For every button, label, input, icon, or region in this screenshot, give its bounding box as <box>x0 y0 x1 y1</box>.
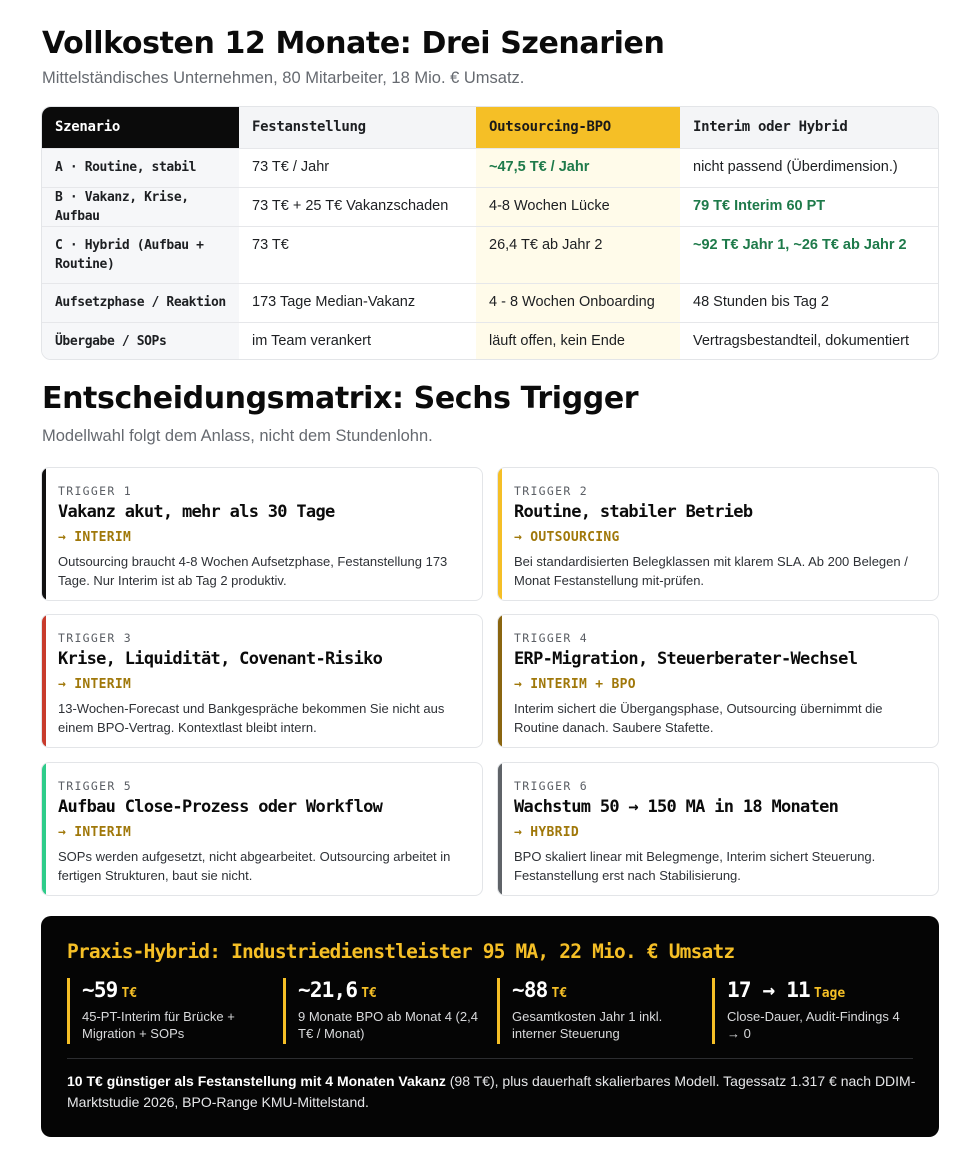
table-header-row <box>42 107 938 148</box>
trigger-card <box>497 762 939 896</box>
column-header-outsourcing: Outsourcing-BPO <box>476 107 680 148</box>
trigger-recommendation: → HYBRID <box>514 825 580 840</box>
stat-description: 45-PT-Interim für Brücke + Migration + SOPs <box>82 1009 235 1041</box>
table-row <box>42 283 938 322</box>
trigger-recommendation: → OUTSOURCING <box>514 530 620 545</box>
accent-bar <box>498 763 502 895</box>
case-stat <box>712 978 912 1044</box>
trigger-card <box>497 467 939 601</box>
table-cell: 4 - 8 Wochen Onboarding <box>476 283 680 322</box>
table-row <box>42 322 938 360</box>
trigger-recommendation: → INTERIM <box>58 825 132 840</box>
trigger-description: Outsourcing braucht 4-8 Wochen Aufsetzphase, Festanstellung 173 Tage. Nur Interim ist ab Tag 2 produktiv. <box>58 554 448 588</box>
trigger-number: TRIGGER 2 <box>514 484 589 498</box>
table-cell: 4-8 Wochen Lücke <box>476 187 680 226</box>
trigger-number: TRIGGER 6 <box>514 779 589 793</box>
row-label: A · Routine, stabil <box>42 148 239 187</box>
stat-value: 17 → 11 <box>727 978 810 1002</box>
case-stat <box>283 978 483 1044</box>
trigger-card <box>41 762 483 896</box>
cost-comparison-table <box>41 106 939 360</box>
stat-value: ~59 <box>82 978 118 1002</box>
stat-description: Close-Dauer, Audit-Findings 4 → 0 <box>727 1009 900 1041</box>
table-cell: 79 T€ Interim 60 PT <box>680 187 938 226</box>
row-label: Aufsetzphase / Reaktion <box>42 283 239 322</box>
table-row <box>42 226 938 283</box>
column-header-employment: Festanstellung <box>239 107 476 148</box>
stat-description: 9 Monate BPO ab Monat 4 (2,4 T€ / Monat) <box>298 1009 478 1041</box>
table-cell: 73 T€ + 25 T€ Vakanzschaden <box>239 187 476 226</box>
accent-bar <box>42 763 46 895</box>
table-cell: Vertragsbestandteil, dokumentiert <box>680 322 938 360</box>
case-summary-highlight: 10 T€ günstiger als Festanstellung mit 4 Monaten Vakanz <box>67 1073 446 1089</box>
section-subtitle-matrix: Modellwahl folgt dem Anlass, nicht dem Stundenlohn. <box>42 427 433 445</box>
table-cell: 173 Tage Median-Vakanz <box>239 283 476 322</box>
stat-unit: T€ <box>551 986 568 1001</box>
trigger-description: BPO skaliert linear mit Belegmenge, Interim sichert Steuerung. Festanstellung erst nach Stabilisierung. <box>514 849 876 883</box>
table-row <box>42 148 938 187</box>
table-cell: 73 T€ / Jahr <box>239 148 476 187</box>
case-stat <box>67 978 267 1044</box>
trigger-number: TRIGGER 5 <box>58 779 133 793</box>
trigger-title: Aufbau Close-Prozess oder Workflow <box>58 797 383 817</box>
trigger-title: Wachstum 50 → 150 MA in 18 Monaten <box>514 797 839 817</box>
section-subtitle-costs: Mittelständisches Unternehmen, 80 Mitarbeiter, 18 Mio. € Umsatz. <box>42 69 525 87</box>
trigger-card <box>41 467 483 601</box>
section-title-matrix: Entscheidungsmatrix: Sechs Trigger <box>42 381 639 416</box>
accent-bar <box>42 468 46 600</box>
case-summary <box>67 1071 917 1113</box>
stat-description: Gesamtkosten Jahr 1 inkl. interner Steuerung <box>512 1009 663 1041</box>
table-cell: ~92 T€ Jahr 1, ~26 T€ ab Jahr 2 <box>680 226 938 283</box>
table-cell: ~47,5 T€ / Jahr <box>476 148 680 187</box>
column-header-scenario: Szenario <box>42 107 239 148</box>
row-label: B · Vakanz, Krise, Aufbau <box>42 187 239 226</box>
table-cell: 26,4 T€ ab Jahr 2 <box>476 226 680 283</box>
stat-value: ~88 <box>512 978 548 1002</box>
trigger-recommendation: → INTERIM <box>58 530 132 545</box>
stat-unit: T€ <box>121 986 138 1001</box>
accent-bar <box>498 468 502 600</box>
trigger-card <box>497 614 939 748</box>
case-study-box <box>41 916 939 1137</box>
trigger-description: SOPs werden aufgesetzt, nicht abgearbeitet. Outsourcing arbeitet in fertigen Strukturen, baut sie nicht. <box>58 849 451 883</box>
case-stat <box>497 978 697 1044</box>
table-cell: 48 Stunden bis Tag 2 <box>680 283 938 322</box>
trigger-description: Interim sichert die Übergangsphase, Outsourcing übernimmt die Routine danach. Saubere Stafette. <box>514 701 883 735</box>
trigger-card <box>41 614 483 748</box>
trigger-title: Routine, stabiler Betrieb <box>514 502 753 522</box>
trigger-recommendation: → INTERIM + BPO <box>514 677 636 692</box>
table-cell: im Team verankert <box>239 322 476 360</box>
case-title: Praxis-Hybrid: Industriedienstleister 95 MA, 22 Mio. € Umsatz <box>67 940 735 963</box>
trigger-description: 13-Wochen-Forecast und Bankgespräche bekommen Sie nicht aus einem BPO-Vertrag. Kontextlast bleibt intern. <box>58 701 445 735</box>
section-title-costs: Vollkosten 12 Monate: Drei Szenarien <box>42 26 665 61</box>
table-cell: nicht passend (Überdimension.) <box>680 148 938 187</box>
trigger-description: Bei standardisierten Belegklassen mit klarem SLA. Ab 200 Belegen / Monat Festanstellung mit-prüfen. <box>514 554 908 588</box>
trigger-title: Krise, Liquidität, Covenant-Risiko <box>58 649 383 669</box>
divider <box>67 1058 913 1059</box>
table-row <box>42 187 938 226</box>
trigger-title: ERP-Migration, Steuerberater-Wechsel <box>514 649 858 669</box>
trigger-number: TRIGGER 3 <box>58 631 133 645</box>
trigger-title: Vakanz akut, mehr als 30 Tage <box>58 502 335 522</box>
accent-bar <box>498 615 502 747</box>
stat-unit: T€ <box>361 986 377 1001</box>
row-label: C · Hybrid (Aufbau + Routine) <box>42 226 239 283</box>
stat-value: ~21,6 <box>298 978 358 1002</box>
table-cell: 73 T€ <box>239 226 476 283</box>
trigger-number: TRIGGER 1 <box>58 484 133 498</box>
accent-bar <box>42 615 46 747</box>
row-label: Übergabe / SOPs <box>42 322 239 360</box>
case-summary-text: (98 T€), plus dauerhaft skalierbares Modell. Tagessatz 1.317 € nach DDIM-Marktstudie 2026, BPO-Range KMU-Mittelstand. <box>67 1073 916 1110</box>
trigger-number: TRIGGER 4 <box>514 631 589 645</box>
column-header-interim: Interim oder Hybrid <box>680 107 938 148</box>
stat-unit: Tage <box>813 986 846 1001</box>
trigger-recommendation: → INTERIM <box>58 677 132 692</box>
table-cell: läuft offen, kein Ende <box>476 322 680 360</box>
